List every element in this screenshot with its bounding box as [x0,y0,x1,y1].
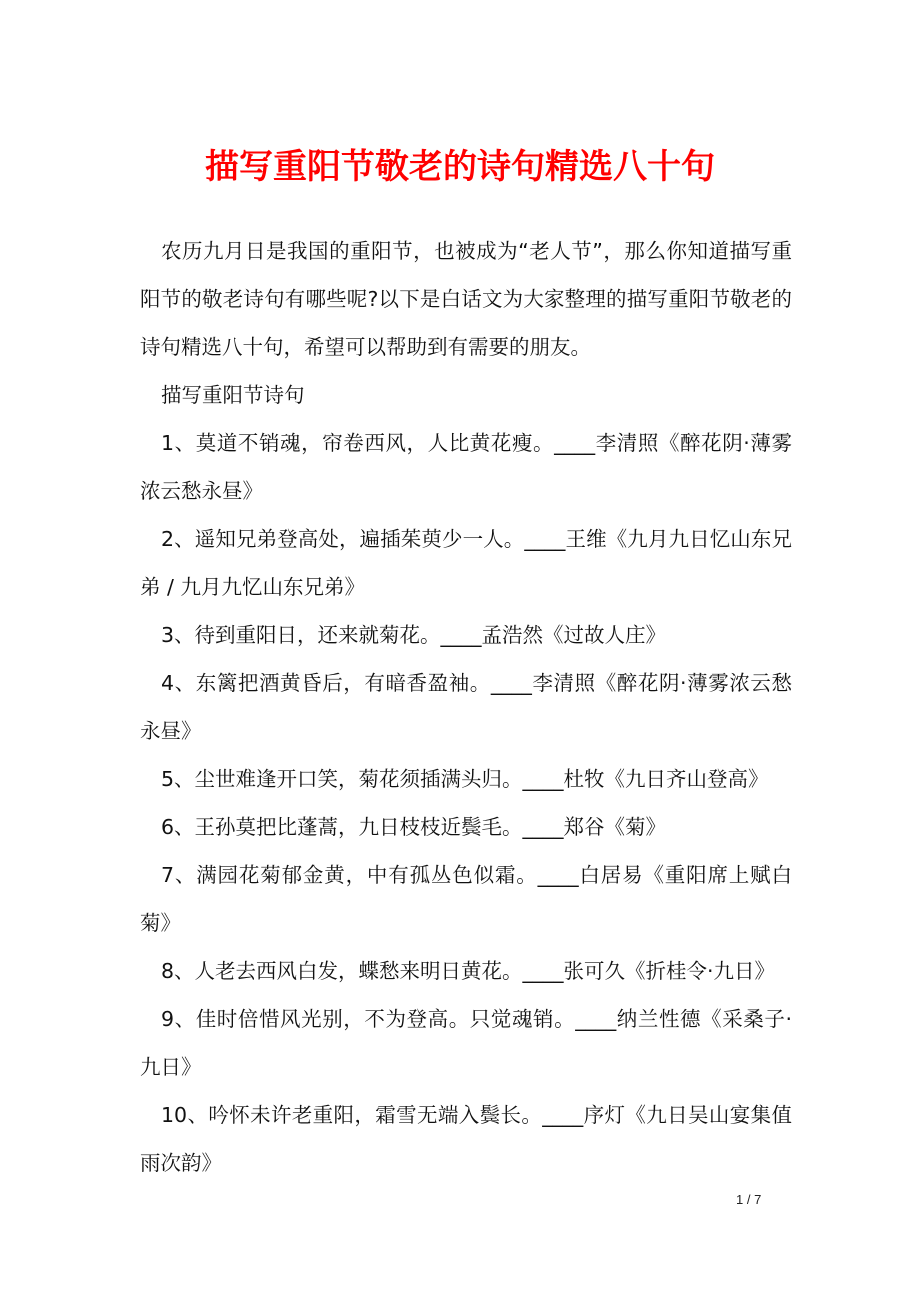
poem-item-2: 2、遥知兄弟登高处，遍插茱萸少一人。____王维《九月九日忆山东兄弟 / 九月九忆山东兄弟》 [140,527,792,599]
poem-item-7: 7、满园花菊郁金黄，中有孤丛色似霜。____白居易《重阳席上赋白菊》 [140,863,792,935]
poem-item-5: 5、尘世难逢开口笑，菊花须插满头归。____杜牧《九日齐山登高》 [161,767,769,791]
document-body [140,227,792,1187]
poem-item-4: 4、东篱把酒黄昏后，有暗香盈袖。____李清照《醉花阴·薄雾浓云愁永昼》 [140,671,792,743]
section-heading: 描写重阳节诗句 [161,383,305,407]
poem-item-6: 6、王孙莫把比蓬蒿，九日枝枝近鬓毛。____郑谷《菊》 [161,815,667,839]
poem-item-10: 10、吟怀未许老重阳，霜雪无端入鬓长。____序灯《九日吴山宴集值雨次韵》 [140,1103,792,1175]
poem-item-3: 3、待到重阳日，还来就菊花。____孟浩然《过故人庄》 [161,623,667,647]
intro-paragraph: 农历九月日是我国的重阳节，也被成为“老人节”，那么你知道描写重阳节的敬老诗句有哪些呢?以下是白话文为大家整理的描写重阳节敬老的诗句精选八十句，希望可以帮助到有需要的朋友。 [140,239,792,359]
poem-item-9: 9、佳时倍惜风光别，不为登高。只觉魂销。____纳兰性德《采桑子·九日》 [140,1007,792,1079]
page-number: 1 / 7 [736,1192,762,1207]
document-title: 描写重阳节敬老的诗句精选八十句 [205,147,715,187]
poem-item-8: 8、人老去西风白发，蝶愁来明日黄花。____张可久《折桂令·九日》 [161,959,776,983]
poem-item-1: 1、莫道不销魂，帘卷西风，人比黄花瘦。____李清照《醉花阴·薄雾浓云愁永昼》 [140,431,792,503]
